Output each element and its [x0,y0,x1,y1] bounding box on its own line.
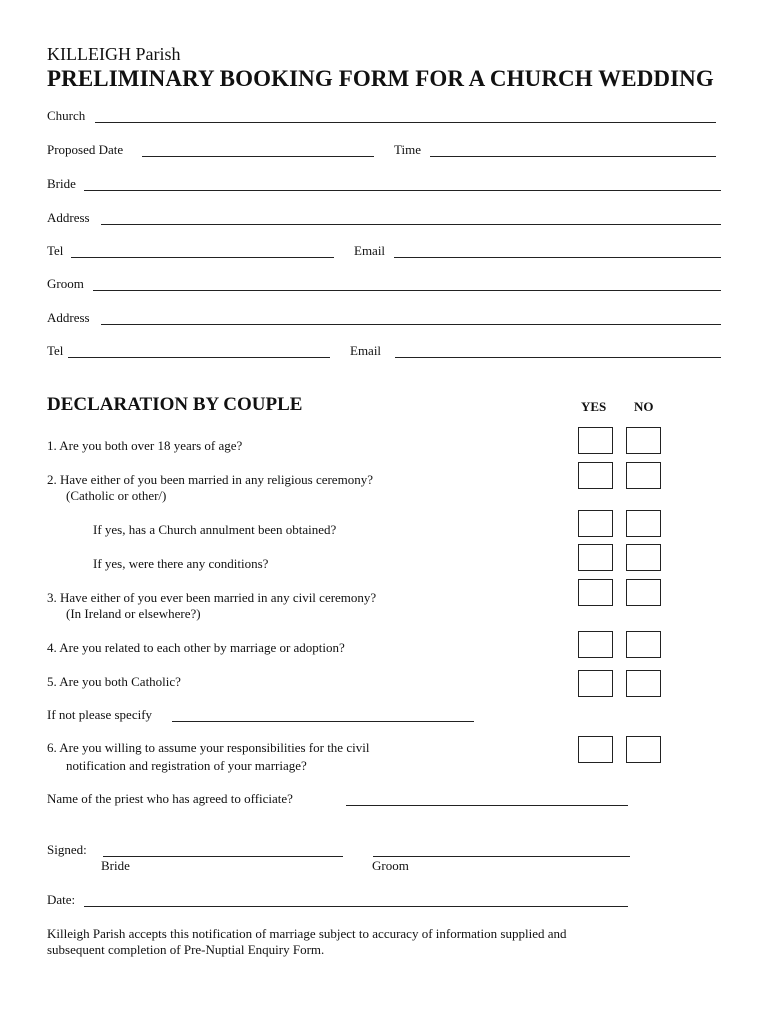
time-label: Time [394,142,421,157]
parish-name: KILLEIGH Parish [47,44,181,64]
groom-label: Groom [47,276,84,291]
question-6-note: notification and registration of your marriage? [66,758,307,773]
groom-address-label: Address [47,310,90,325]
proposed-date-field[interactable] [142,156,374,157]
yes-column-header: YES [581,399,607,414]
church-field[interactable] [95,122,716,123]
bride-tel-label: Tel [47,243,64,258]
bride-address-field[interactable] [101,224,721,225]
q2-yes-checkbox[interactable] [578,462,613,489]
footer-text-line-2: subsequent completion of Pre-Nuptial Enquiry Form. [47,942,325,957]
declaration-title: DECLARATION BY COUPLE [47,394,303,415]
q3-yes-checkbox[interactable] [578,579,613,606]
bride-signature-field[interactable] [103,856,343,857]
form-title: PRELIMINARY BOOKING FORM FOR A CHURCH WEDDING [47,66,714,91]
question-6: 6. Are you willing to assume your responsibilities for the civil [47,740,370,755]
groom-address-field[interactable] [101,324,721,325]
bride-field[interactable] [84,190,721,191]
q6-yes-checkbox[interactable] [578,736,613,763]
groom-signature-label: Groom [372,858,409,873]
bride-tel-field[interactable] [71,257,334,258]
church-label: Church [47,108,86,123]
question-2: 2. Have either of you been married in any religious ceremony? [47,472,373,487]
question-5: 5. Are you both Catholic? [47,674,181,689]
footer-text-line-1: Killeigh Parish accepts this notification of marriage subject to accuracy of information supplied and [47,926,567,941]
conditions-yes-checkbox[interactable] [578,544,613,571]
q4-no-checkbox[interactable] [626,631,661,658]
question-2-conditions: If yes, were there any conditions? [93,556,269,571]
q1-no-checkbox[interactable] [626,427,661,454]
question-1: 1. Are you both over 18 years of age? [47,438,243,453]
bride-signature-label: Bride [101,858,130,873]
question-3: 3. Have either of you ever been married in any civil ceremony? [47,590,377,605]
question-2-note: (Catholic or other/) [66,488,167,503]
bride-address-label: Address [47,210,90,225]
question-2-annulment: If yes, has a Church annulment been obtained? [93,522,337,537]
q6-no-checkbox[interactable] [626,736,661,763]
question-4: 4. Are you related to each other by marriage or adoption? [47,640,345,655]
conditions-no-checkbox[interactable] [626,544,661,571]
groom-signature-field[interactable] [373,856,630,857]
question-3-note: (In Ireland or elsewhere?) [66,606,201,621]
specify-label: If not please specify [47,707,153,722]
no-column-header: NO [634,399,654,414]
groom-tel-label: Tel [47,343,64,358]
bride-email-field[interactable] [394,257,721,258]
specify-field[interactable] [172,721,474,722]
date-label: Date: [47,892,76,907]
time-field[interactable] [430,156,716,157]
groom-email-label: Email [350,343,382,358]
annulment-yes-checkbox[interactable] [578,510,613,537]
bride-email-label: Email [354,243,386,258]
q4-yes-checkbox[interactable] [578,631,613,658]
q5-yes-checkbox[interactable] [578,670,613,697]
proposed-date-label: Proposed Date [47,142,124,157]
signed-label: Signed: [47,842,87,857]
groom-field[interactable] [93,290,721,291]
priest-field[interactable] [346,805,628,806]
priest-label: Name of the priest who has agreed to officiate? [47,791,293,806]
groom-tel-field[interactable] [68,357,330,358]
q2-no-checkbox[interactable] [626,462,661,489]
date-field[interactable] [84,906,628,907]
bride-label: Bride [47,176,76,191]
q3-no-checkbox[interactable] [626,579,661,606]
q1-yes-checkbox[interactable] [578,427,613,454]
annulment-no-checkbox[interactable] [626,510,661,537]
q5-no-checkbox[interactable] [626,670,661,697]
groom-email-field[interactable] [395,357,721,358]
